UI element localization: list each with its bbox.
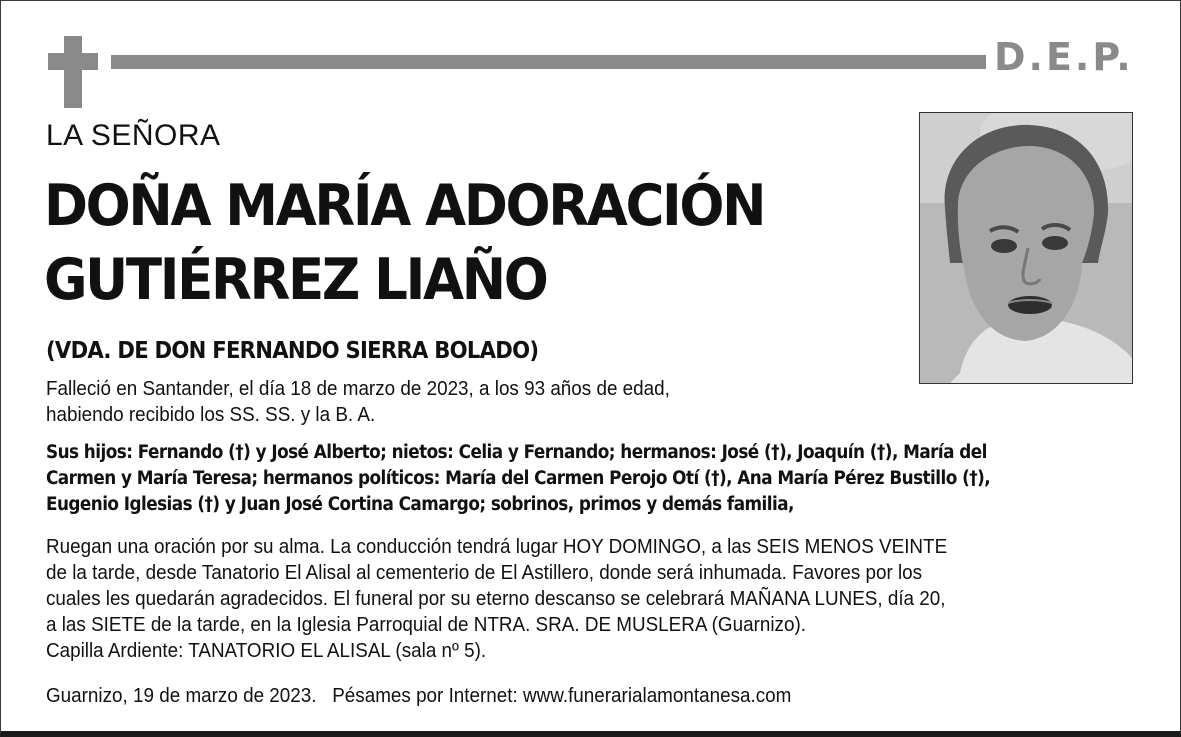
death-notice-line: habiendo recibido los SS. SS. y la B. A. [46,403,376,426]
cross-icon-arm [48,53,98,70]
family-line: Carmen y María Teresa; hermanos políticos: María del Carmen Perojo Otí (†), Ana María Pérez Bustillo (†), [46,468,991,489]
portrait-photo [919,112,1133,384]
death-notice-line: Falleció en Santander, el día 18 de marzo de 2023, a los 93 años de edad, [46,377,670,400]
service-line: de la tarde, desde Tanatorio El Alisal al cementerio de El Astillero, donde será inhumada. Favores por los [46,561,923,584]
family-list [46,440,990,518]
family-line: Sus hijos: Fernando (†) y José Alberto; nietos: Celia y Fernando; hermanos: José (†), Joaquín (†), María del [46,442,987,463]
title-honorific: LA SEÑORA [46,119,221,152]
deceased-name-line-2: GUTIÉRREZ LIAÑO [44,247,547,313]
dep-label: D.E.P. [994,35,1134,79]
service-line: cuales les quedarán agradecidos. El funeral por su eterno descanso se celebrará MAÑANA LUNES, día 20, [46,587,946,610]
service-line: a las SIETE de la tarde, en la Iglesia Parroquial de NTRA. SRA. DE MUSLERA (Guarnizo). [46,613,806,636]
deceased-name [44,169,764,317]
deceased-name-line-1: DOÑA MARÍA ADORACIÓN [44,173,765,239]
header-rule [111,55,986,69]
service-details [46,534,947,664]
cross-icon [64,36,82,108]
service-line: Ruegan una oración por su alma. La conducción tendrá lugar HOY DOMINGO, a las SEIS MENOS VEINTE [46,535,948,558]
death-notice [46,376,670,428]
family-line: Eugenio Iglesias (†) y Juan José Cortina Camargo; sobrinos, primos y demás familia, [46,494,794,515]
footer-line: Guarnizo, 19 de marzo de 2023. Pésames por Internet: www.funerarialamontanesa.com [46,684,792,707]
service-line: Capilla Ardiente: TANATORIO EL ALISAL (sala nº 5). [46,639,487,662]
widow-of-line: (VDA. DE DON FERNANDO SIERRA BOLADO) [46,338,539,364]
